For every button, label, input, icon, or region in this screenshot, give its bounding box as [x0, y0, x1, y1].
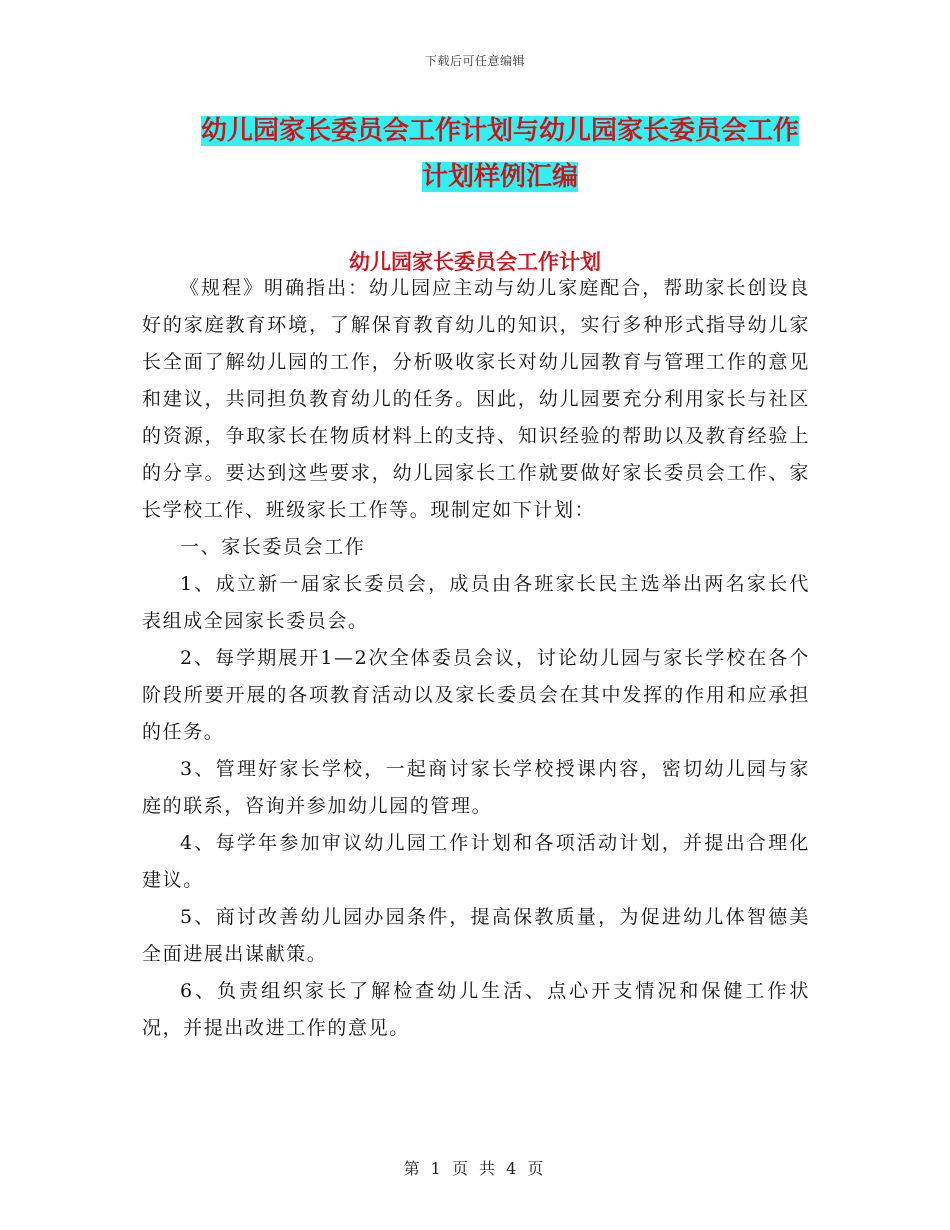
paragraph-item-1: 1、成立新一届家长委员会，成员由各班家长民主选举出两名家长代表组成全园家长委员会。: [142, 573, 810, 632]
document-title: [140, 108, 860, 200]
paragraph-heading-1: 一、家长委员会工作: [180, 536, 366, 558]
header-note: 下载后可任意编辑: [424, 54, 525, 68]
paragraph-item-5: 5、商讨改善幼儿园办园条件，提高保教质量，为促进幼儿体智德美全面进展出谋献策。: [142, 906, 810, 965]
paragraph-item-6: 6、负责组织家长了解检查幼儿生活、点心开支情况和保健工作状况，并提出改进工作的意见。: [142, 980, 810, 1039]
page-number-footer: 第 1 页 共 4 页: [403, 1159, 547, 1178]
paragraph-intro: 《规程》明确指出：幼儿园应主动与幼儿家庭配合，帮助家长创设良好的家庭教育环境，了解保育教育幼儿的知识，实行多种形式指导幼儿家长全面了解幼儿园的工作，分析吸收家长对幼儿园教育与管理工作的意见和建议，共同担负教育幼儿的任务。因此，幼儿园要充分利用家长与社区的资源，争取家长在物质材料上的支持、知识经验的帮助以及教育经验上的分享。要达到这些要求，幼儿园家长工作就要做好家长委员会工作、家长学校工作、班级家长工作等。现制定如下计划：: [142, 277, 810, 521]
paragraph-item-4: 4、每学年参加审议幼儿园工作计划和各项活动计划，并提出合理化建议。: [142, 832, 810, 891]
body-text: [142, 270, 810, 1047]
paragraph-item-2: 2、每学期展开1—2次全体委员会议，讨论幼儿园与家长学校在各个阶段所要开展的各项教育活动以及家长委员会在其中发挥的作用和应承担的任务。: [142, 647, 810, 743]
section-title: 幼儿园家长委员会工作计划: [349, 250, 601, 274]
paragraph-item-3: 3、管理好家长学校，一起商讨家长学校授课内容，密切幼儿园与家庭的联系，咨询并参加幼儿园的管理。: [142, 758, 810, 817]
document-title-line-2: 计划样例汇编: [421, 162, 578, 192]
document-title-line-1: 幼儿园家长委员会工作计划与幼儿园家长委员会工作: [200, 116, 799, 146]
